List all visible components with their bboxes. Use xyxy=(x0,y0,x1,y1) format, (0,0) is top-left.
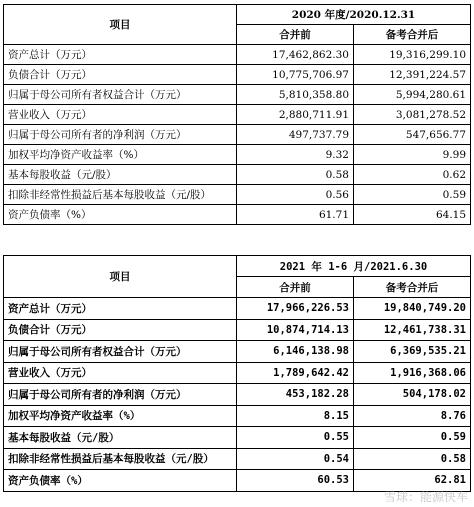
value-before: 17,462,862.30 xyxy=(237,45,354,65)
value-after: 3,081,278.52 xyxy=(354,105,471,125)
row-label: 资产负债率（%） xyxy=(4,205,237,225)
table-row xyxy=(4,65,471,85)
value-before: 497,737.79 xyxy=(237,125,354,145)
value-before: 0.55 xyxy=(237,427,354,449)
value-after: 8.76 xyxy=(354,405,471,427)
value-before: 9.32 xyxy=(237,145,354,165)
value-before: 17,966,226.53 xyxy=(237,298,354,320)
value-after: 0.58 xyxy=(354,448,471,470)
table-row xyxy=(4,470,471,492)
row-label: 营业收入（万元） xyxy=(4,362,237,384)
value-after: 19,840,749.20 xyxy=(354,298,471,320)
value-before: 1,789,642.42 xyxy=(237,362,354,384)
value-before: 5,810,358.80 xyxy=(237,85,354,105)
value-before: 61.71 xyxy=(237,205,354,225)
table-row xyxy=(4,45,471,65)
period-header: 2020 年度/2020.12.31 xyxy=(237,5,471,25)
col-after-header: 备考合并后 xyxy=(354,277,471,298)
value-after: 19,316,299.10 xyxy=(354,45,471,65)
value-before: 6,146,138.98 xyxy=(237,341,354,363)
watermark: 雪球：能源快车 xyxy=(383,490,468,504)
value-before: 10,775,706.97 xyxy=(237,65,354,85)
col-before-header: 合并前 xyxy=(237,277,354,298)
value-after: 1,916,368.06 xyxy=(354,362,471,384)
table-row xyxy=(4,105,471,125)
row-label: 负债合计（万元） xyxy=(4,65,237,85)
item-header: 项目 xyxy=(4,5,237,45)
col-after-header: 备考合并后 xyxy=(354,25,471,45)
row-label: 基本每股收益（元/股） xyxy=(4,427,237,449)
value-after: 12,391,224.57 xyxy=(354,65,471,85)
table-row xyxy=(4,85,471,105)
table-row xyxy=(4,341,471,363)
table-row xyxy=(4,448,471,470)
row-label: 归属于母公司所有者权益合计（万元） xyxy=(4,85,237,105)
value-before: 2,880,711.91 xyxy=(237,105,354,125)
value-after: 9.99 xyxy=(354,145,471,165)
row-label: 营业收入（万元） xyxy=(4,105,237,125)
value-after: 0.62 xyxy=(354,165,471,185)
value-after: 64.15 xyxy=(354,205,471,225)
value-before: 453,182.28 xyxy=(237,384,354,406)
period-header: 2021 年 1-6 月/2021.6.30 xyxy=(237,256,471,277)
value-before: 10,874,714.13 xyxy=(237,319,354,341)
financial-table-2020 xyxy=(3,4,471,225)
row-label: 加权平均净资产收益率（%） xyxy=(4,145,237,165)
row-label: 扣除非经常性损益后基本每股收益（元/股） xyxy=(4,185,237,205)
value-before: 8.15 xyxy=(237,405,354,427)
row-label: 资产总计（万元） xyxy=(4,298,237,320)
table-row xyxy=(4,165,471,185)
row-label: 归属于母公司所有者权益合计（万元） xyxy=(4,341,237,363)
table-row xyxy=(4,205,471,225)
table-row xyxy=(4,362,471,384)
row-label: 负债合计（万元） xyxy=(4,319,237,341)
table-row xyxy=(4,185,471,205)
value-after: 6,369,535.21 xyxy=(354,341,471,363)
value-before: 0.56 xyxy=(237,185,354,205)
row-label: 基本每股收益（元/股） xyxy=(4,165,237,185)
value-before: 0.54 xyxy=(237,448,354,470)
row-label: 资产负债率（%） xyxy=(4,470,237,492)
item-header: 项目 xyxy=(4,256,237,298)
value-after: 5,994,280.61 xyxy=(354,85,471,105)
table-row xyxy=(4,427,471,449)
table-row xyxy=(4,319,471,341)
table-row xyxy=(4,145,471,165)
col-before-header: 合并前 xyxy=(237,25,354,45)
table-row xyxy=(4,125,471,145)
value-before: 60.53 xyxy=(237,470,354,492)
value-after: 0.59 xyxy=(354,427,471,449)
financial-table-2021h1 xyxy=(3,255,471,492)
value-after: 62.81 xyxy=(354,470,471,492)
value-before: 0.58 xyxy=(237,165,354,185)
value-after: 0.59 xyxy=(354,185,471,205)
row-label: 归属于母公司所有者的净利润（万元） xyxy=(4,384,237,406)
table-row xyxy=(4,298,471,320)
row-label: 资产总计（万元） xyxy=(4,45,237,65)
row-label: 归属于母公司所有者的净利润（万元） xyxy=(4,125,237,145)
table-row xyxy=(4,384,471,406)
row-label: 扣除非经常性损益后基本每股收益（元/股） xyxy=(4,448,237,470)
value-after: 504,178.02 xyxy=(354,384,471,406)
value-after: 12,461,738.31 xyxy=(354,319,471,341)
row-label: 加权平均净资产收益率（%） xyxy=(4,405,237,427)
value-after: 547,656.77 xyxy=(354,125,471,145)
table-row xyxy=(4,405,471,427)
